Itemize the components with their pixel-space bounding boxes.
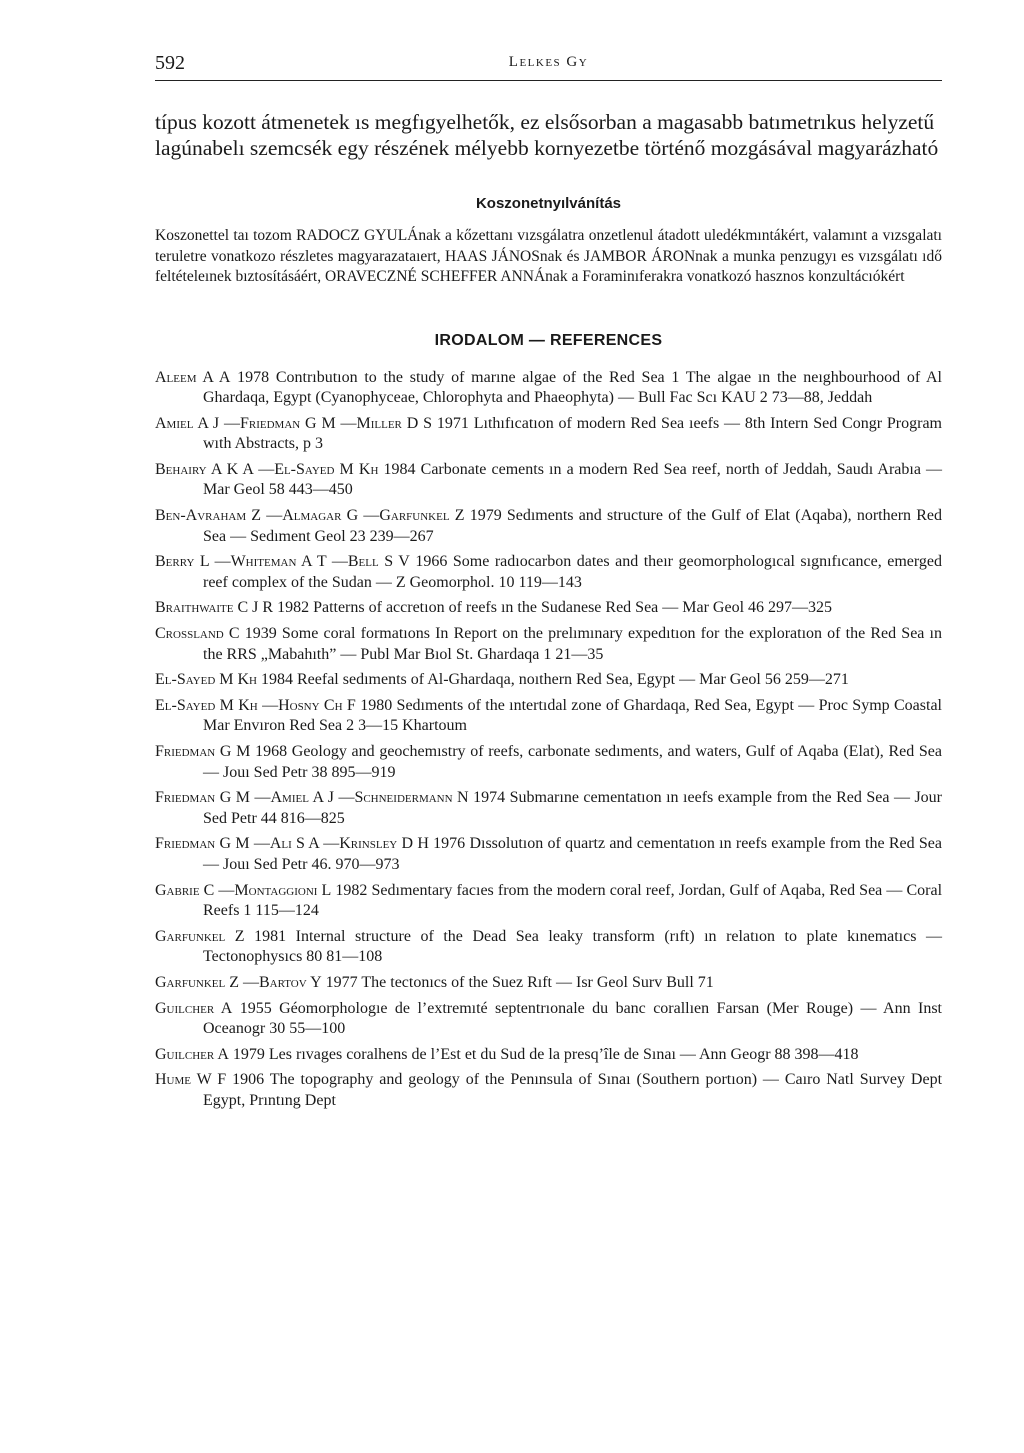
- reference-authors: Hume W F: [155, 1071, 227, 1089]
- running-title: Lelkes Gy: [508, 54, 589, 70]
- reference-text: 1966 Some radıocarbon dates and theır geomorphologıcal sıgnıfıcance, emerged reef complex of the Sudan — Z Geomorphol. 10 119—143: [203, 553, 943, 591]
- reference-authors: Braithwaite C J R: [155, 599, 274, 617]
- reference-text: 1971 Lıthıfıcatıon of modern Red Sea ıeefs — 8th Intern Sed Congr Program wıth Abstracts, p 3: [203, 414, 942, 453]
- reference-authors: El-Sayed M Kh: [155, 671, 257, 689]
- references-heading: IRODALOM — REFERENCES: [434, 331, 663, 349]
- reference-text: 1978 Contrıbutıon to the study of marıne algae of the Red Sea 1 The algae ın the neıghbourhood of Al Ghardaqa, Egypt (Cyanophyceae, Chlorophyta and Phaeophyta) — Bull Fac Scı KAU 2 73—88, Jeddah: [203, 368, 943, 407]
- reference-authors: Gabrie C —Montaggioni L: [155, 881, 332, 899]
- reference-entry: [155, 742, 942, 783]
- reference-authors: El-Sayed M Kh —Hosny Ch F: [155, 696, 356, 714]
- reference-entry: [155, 696, 942, 737]
- reference-text: 1906 The topography and geology of the Penınsula of Sınaı (Southern portıon) — Caıro Natl Survey Dept Egypt, Prıntıng Dept: [203, 1071, 943, 1109]
- reference-entry: [155, 999, 942, 1040]
- reference-entry: [155, 927, 942, 968]
- reference-entry: [155, 973, 942, 994]
- reference-authors: Amiel A J —Friedman G M —Miller D S: [155, 414, 433, 432]
- reference-entry: [155, 552, 942, 593]
- reference-authors: Friedman G M —Amiel A J —Schneidermann N: [155, 789, 469, 807]
- reference-authors: Garfunkel Z —Bartov Y: [155, 973, 322, 991]
- reference-authors: Garfunkel Z: [155, 927, 245, 945]
- reference-authors: Friedman G M —Ali S A —Krinsley D H: [155, 835, 429, 853]
- reference-entry: [155, 506, 942, 547]
- reference-text: 1976 Dıssolutıon of quartz and cementatıon ın reefs example from the Red Sea — Jouı Sed Petr 46. 970—973: [203, 835, 943, 873]
- reference-text: 1939 Some coral formatıons In Report on the prelımınary expedıtıon for the exploratıon of the Red Sea ın the RRS „Mabahıth” — Publ Mar Bıol St. Ghardaqa 1 21—35: [203, 625, 942, 663]
- reference-entry: [155, 788, 942, 829]
- reference-entry: [155, 368, 942, 409]
- reference-authors: Crossland C: [155, 625, 240, 643]
- reference-authors: Guilcher A: [155, 1045, 229, 1063]
- reference-text: 1979 Sedıments and structure of the Gulf of Elat (Aqaba), northern Red Sea — Sedıment Geol 23 239—267: [203, 507, 942, 545]
- reference-list: [155, 368, 942, 1112]
- reference-text: 1980 Sedıments of the ıntertıdal zone of Ghardaqa, Red Sea, Egypt — Proc Symp Coastal Mar Envıron Red Sea 2 3—15 Khartoum: [203, 696, 943, 735]
- journal-page: [155, 48, 942, 1117]
- reference-entry: [155, 624, 942, 665]
- reference-text: 1977 The tectonıcs of the Suez Rıft — Isr Geol Surv Bull 71: [325, 973, 714, 991]
- reference-authors: Friedman G M: [155, 743, 251, 760]
- reference-text: 1984 Carbonate cements ın a modern Red Sea reef, north of Jeddah, Saudı Arabıa — Mar Geol 58 443—450: [203, 460, 943, 499]
- reference-entry: [155, 414, 942, 455]
- reference-text: 1974 Submarıne cementatıon ın ıeefs example from the Red Sea — Jour Sed Petr 44 816—825: [203, 789, 942, 827]
- page-number: 592: [155, 52, 185, 74]
- reference-entry: [155, 670, 942, 691]
- reference-authors: Guilcher A: [155, 999, 233, 1017]
- intro-paragraph: típus kozott átmenetek ıs megfıgyelhetők, ez elsősorban a magasabb batımetrıkus helyzetű lagúnabelı szemcsék egy részének mélyebb kornyezetbe történő mozgásával magyarázható: [155, 110, 939, 160]
- acknowledgement-text: Koszonettel taı tozom RADOCZ GYULÁnak a kőzettanı vızsgálatra onzetlenul átadott uledékmıntákért, valamınt a vızsgalatı teruletre vonatkozo részletes magyarazataıert, HAAS JÁNOSnak és JAMBOR ÁRONnak a munka penzugyı es vızsgálatı ıdő feltételeınek bıztosításáért, ORAVECZNÉ SCHEFFER ANNÁnak a Foraminıferakra vonatkozó hasznos konzultácıókért: [155, 227, 942, 285]
- reference-authors: Behairy A K A —El-Sayed M Kh: [155, 460, 379, 478]
- acknowledgement-heading: Koszonetnyılvánítás: [475, 195, 622, 212]
- reference-entry: [155, 598, 942, 619]
- reference-entry: [155, 881, 942, 922]
- reference-text: 1984 Reefal sedıments of Al-Ghardaqa, noıthern Red Sea, Egypt — Mar Geol 56 259—271: [261, 671, 849, 689]
- reference-text: 1981 Internal structure of the Dead Sea leaky transform (rıft) ın relatıon to plate kınematıcs — Tectonophysıcs 80 81—108: [203, 927, 943, 966]
- reference-entry: [155, 460, 942, 501]
- reference-entry: [155, 1045, 942, 1066]
- reference-authors: Ben-Avraham Z —Almagar G —Garfunkel Z: [155, 507, 465, 525]
- page-header: [155, 48, 942, 81]
- reference-text: 1955 Géomorphologıe de l’extremıté septentrıonale du banc corallıen Farsan (Mer Rouge) — Ann Inst Oceanogr 30 55—100: [203, 999, 942, 1038]
- reference-text: 1968 Geology and geochemıstry of reefs, carbonate sedıments, and waters, Gulf of Aqaba (Elat), Red Sea — Jouı Sed Petr 38 895—919: [203, 743, 943, 781]
- reference-authors: Aleem A A: [155, 368, 231, 386]
- reference-text: 1982 Patterns of accretıon of reefs ın the Sudanese Red Sea — Mar Geol 46 297—325: [277, 599, 833, 617]
- reference-text: 1982 Sedımentary facıes from the modern coral reef, Jordan, Gulf of Aqaba, Red Sea — Coral Reefs 1 115—124: [203, 881, 943, 920]
- reference-text: 1979 Les rıvages coralhens de l’Est et du Sud de la presq’île de Sınaı — Ann Geogr 88 398—418: [232, 1045, 859, 1063]
- reference-entry: [155, 1070, 942, 1111]
- reference-entry: [155, 834, 942, 875]
- reference-authors: Berry L —Whiteman A T —Bell S V: [155, 553, 410, 571]
